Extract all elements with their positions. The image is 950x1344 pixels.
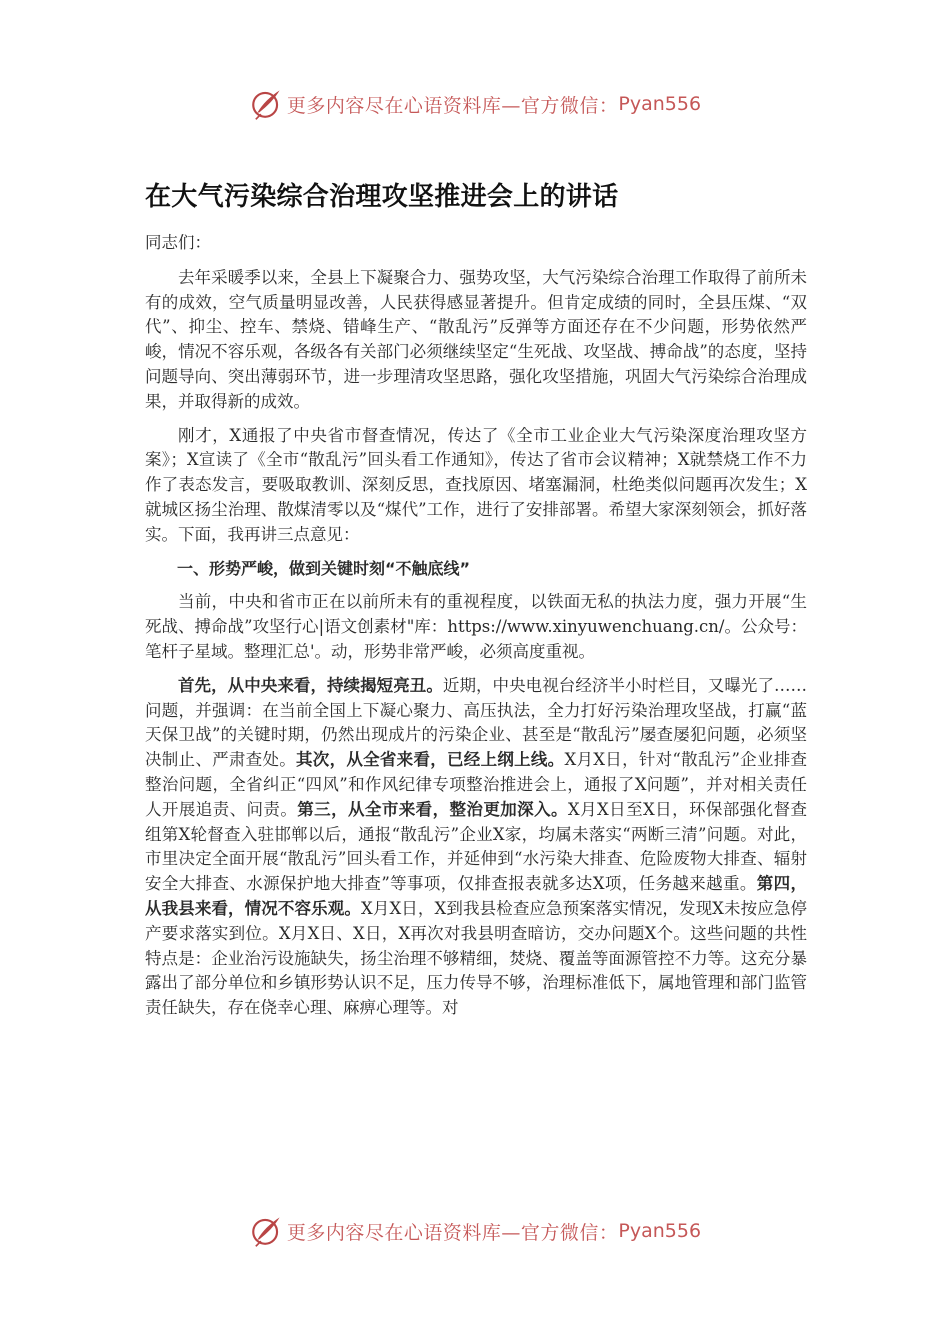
document-body [145, 231, 807, 1030]
paragraph-2: 刚才，X通报了中央省市督查情况，传达了《全市工业企业大气污染深度治理攻坚方案》；X宣读了《全市“散乱污”回头看工作通知》，传达了省市会议精神；X就禁烧工作不力作了表态发言，要吸取教训、深刻反思，查找原因、堵塞漏洞，杜绝类似问题再次发生；X就城区扬尘治理、散煤清零以及“煤代”工作，进行了安排部署。希望大家深刻领会，抓好落实。下面，我再讲三点意见： [145, 425, 807, 544]
quill-logo-icon [249, 1214, 283, 1248]
paragraph-3: 当前，中央和省市正在以前所未有的重视程度，以铁面无私的执法力度，强力开展“生死战、搏命战”攻坚行心|语文创素材"库：https://www.xinyuwenchuang.cn/。公众号：笔杆子星域。整理汇总'。动，形势非常严峻，必须高度重视。 [145, 592, 807, 661]
banner-text: 更多内容尽在心语资料库—官方微信： [286, 94, 619, 117]
document-title: 在大气污染综合治理攻坚推进会上的讲话 [145, 182, 619, 212]
point-second-lead: 其次，从全省来看，已经上纲上线。 [296, 750, 565, 770]
point-fourth-text: X月X日，X到我县检查应急预案落实情况，发现X未按应急停产要求落实到位。X月X日、X日，X再次对我县明查暗访，交办问题X个。这些问题的共性特点是：企业治污设施缺失，扬尘治理不够精细，焚烧、覆盖等面源管控不力等。这充分暴露出了部分单位和乡镇形势认识不足，压力传导不够，治理标准低下，属地管理和部门监管责任缺失，存在侥幸心理、麻痹心理等。对 [145, 898, 807, 1018]
section-heading-1: 一、形势严峻，做到关键时刻“不触底线” [177, 558, 471, 578]
banner-text: 更多内容尽在心语资料库—官方微信： [286, 1221, 619, 1244]
quill-logo-icon [249, 87, 283, 121]
point-fourth-lead: 第四，从我县来看，情况不容乐观。 [145, 874, 808, 918]
paragraph-1: 去年采暖季以来，全县上下凝聚合力、强势攻坚，大气污染综合治理工作取得了前所未有的成效，空气质量明显改善，人民获得感显著提升。但肯定成绩的同时，全县压煤、“双代”、抑尘、控车、禁烧、错峰生产、“散乱污”反弹等方面还存在不少问题，形势依然严峻，情况不容乐观，各级各有关部门必须继续坚定“生死战、攻坚战、搏命战”的态度，坚持问题导向、突出薄弱环节，进一步理清攻坚思路，强化攻坚措施，巩固大气污染综合治理成果，并取得新的成效。 [145, 267, 807, 411]
point-first-lead: 首先，从中央来看，持续揭短亮丑。 [178, 675, 443, 695]
point-third-text: X月X日至X日，环保部强化督查组第X轮督查入驻邯郸以后，通报“散乱污”企业X家，均属未落实“两断三清”问题。对此，市里决定全面开展“散乱污”回头看工作，并延伸到“水污染大排查、危险废物大排查、辐射安全大排查、水源保护地大排查”等事项，仅排查报表就多达X项，任务越来越重。 [145, 799, 807, 894]
paragraph-4 [145, 674, 807, 1021]
header-banner [0, 84, 950, 124]
point-third-lead: 第三，从全市来看，整治更加深入。 [297, 799, 568, 819]
banner-wechat-id: Pyan556 [618, 1220, 702, 1242]
point-first-text: 近期，中央电视台经济半小时栏目，又曝光了……问题，并强调：在当前全国上下凝心聚力、高压执法，全力打好污染治理攻坚战，打赢“蓝天保卫战”的关键时期，仍然出现成片的污染企业、甚至是“散乱污”屡查屡犯问题，必须坚决制止、严肃查处。 [145, 675, 808, 770]
banner-wechat-id: Pyan556 [618, 93, 702, 115]
footer-banner [0, 1211, 950, 1251]
salutation: 同志们： [145, 233, 211, 252]
point-second-text: X月X日，针对“散乱污”企业排查整治问题，全省纠正“四风”和作风纪律专项整治推进会上，通报了X问题”，并对相关责任人开展追责、问责。 [145, 750, 808, 819]
